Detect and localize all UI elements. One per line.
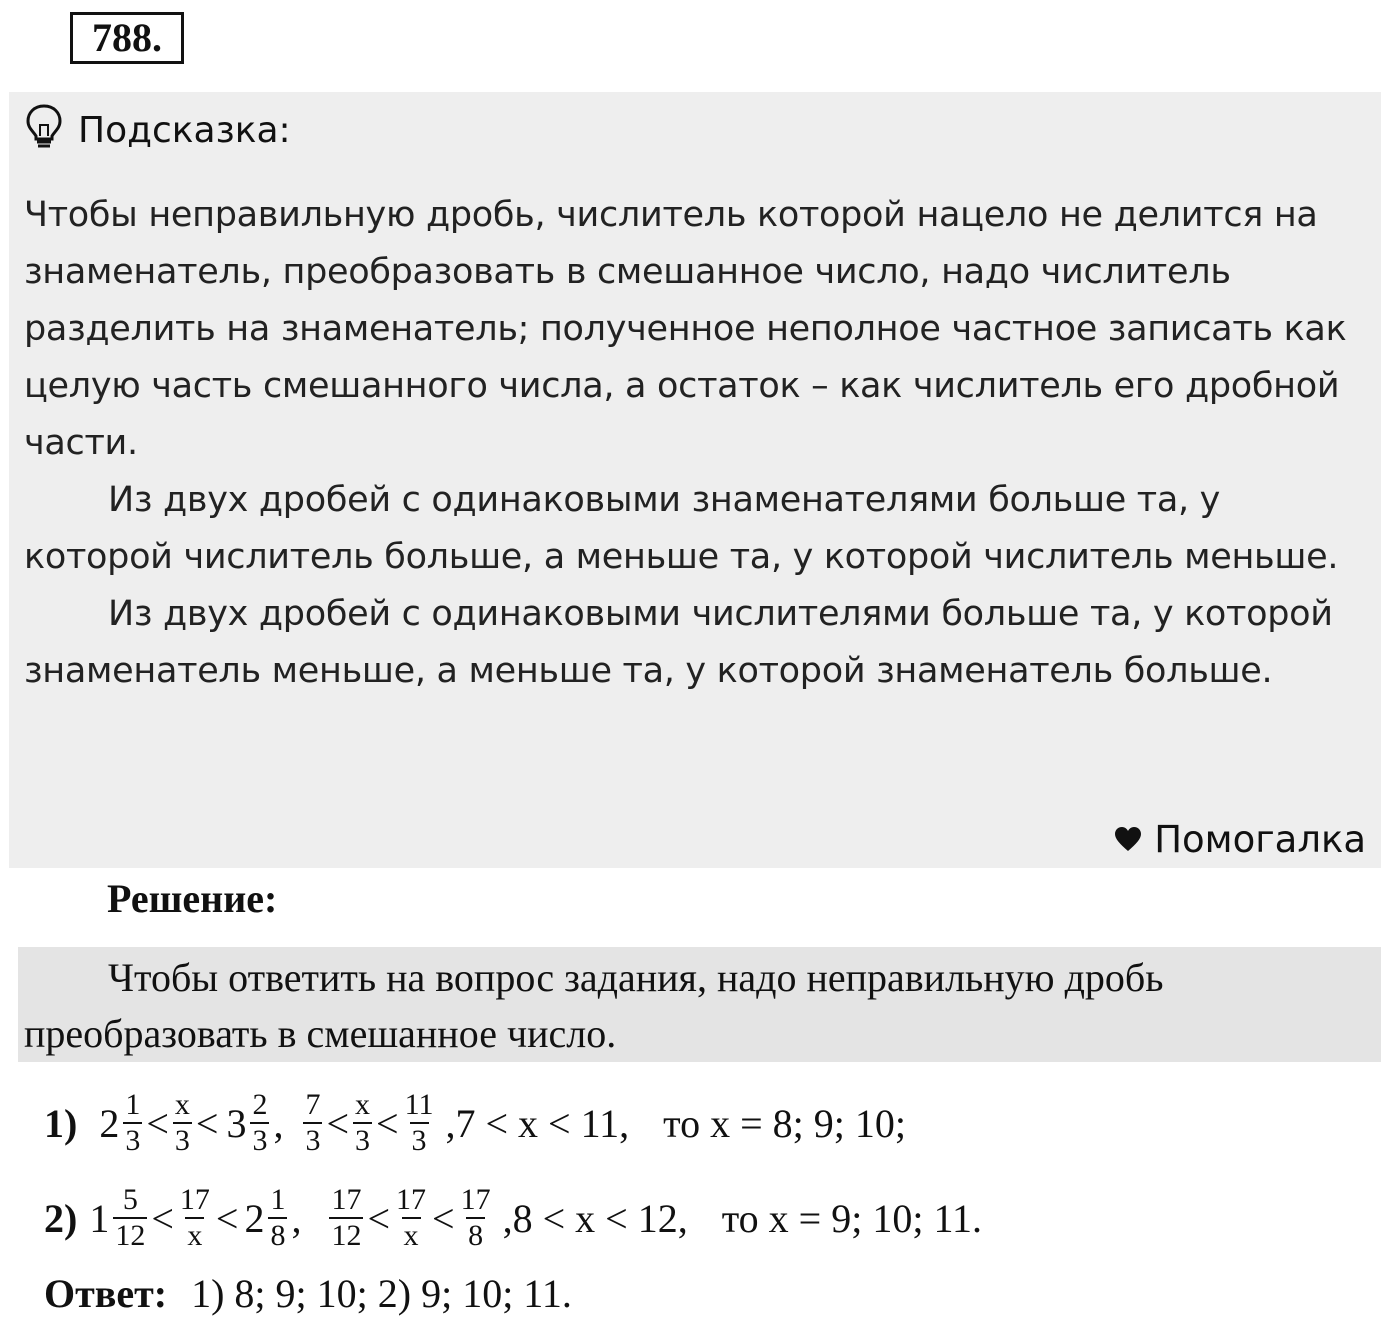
denominator: 3 [411, 1124, 427, 1157]
solution-line-2 [44, 1183, 982, 1253]
less-sign: < [367, 1195, 391, 1241]
hint-paragraph: Чтобы неправильную дробь, числитель которой нацело не делится на знаменатель, преобразовать в смешанное число, надо числитель разделить на знаменатель; полученное неполное частное записать как целую часть смешанного числа, а остаток – как числитель его дробной части. [24, 195, 1347, 463]
separator: , [291, 1195, 302, 1241]
hint-paragraph: Из двух дробей с одинаковыми числителями больше та, у которой знаменатель меньше, а меньше та, у которой знаменатель больше. [24, 594, 1333, 691]
fraction [178, 1183, 212, 1253]
denominator: 3 [355, 1124, 371, 1157]
result: то x = 9; 10; 11. [721, 1195, 982, 1241]
fraction [123, 1088, 142, 1158]
less-sign: < [326, 1100, 350, 1146]
result: то x = 8; 9; 10; [663, 1100, 906, 1146]
numerator: 2 [252, 1088, 268, 1121]
denominator: 3 [174, 1124, 190, 1157]
denominator: x [403, 1219, 419, 1252]
whole-part: 2 [99, 1100, 120, 1146]
denominator: 12 [115, 1219, 146, 1252]
fraction [173, 1088, 192, 1158]
denominator: 3 [125, 1124, 141, 1157]
separator: , [273, 1100, 284, 1146]
solution-label: Решение: [107, 876, 278, 921]
hint-text [24, 187, 1374, 700]
hint-paragraph: Из двух дробей с одинаковыми знаменателями больше та, у которой числитель больше, а меньше та, у которой числитель меньше. [24, 480, 1339, 577]
numerator: 17 [460, 1183, 491, 1216]
solution-intro [24, 950, 1374, 1062]
solution-line-1 [44, 1088, 906, 1158]
denominator: 8 [270, 1219, 286, 1252]
numerator: x [174, 1088, 190, 1121]
answer [44, 1268, 572, 1320]
answer-text: 1) 8; 9; 10; 2) 9; 10; 11. [191, 1271, 572, 1316]
fraction [394, 1183, 428, 1253]
numerator: 17 [331, 1183, 362, 1216]
heart-icon [1114, 818, 1142, 861]
denominator: x [187, 1219, 203, 1252]
inequality: ,7 < x < 11, [445, 1100, 630, 1146]
numerator: 7 [305, 1088, 321, 1121]
less-sign: < [215, 1195, 239, 1241]
less-sign: < [146, 1100, 169, 1146]
denominator: 12 [331, 1219, 362, 1252]
less-sign: < [432, 1195, 455, 1241]
inequality: ,8 < x < 12, [502, 1195, 688, 1241]
less-sign: < [195, 1100, 219, 1146]
hint-header [24, 100, 291, 160]
denominator: 3 [305, 1124, 321, 1157]
task-number: 788. [70, 12, 184, 64]
credit-label: Помогалка [1154, 818, 1366, 861]
fraction [303, 1088, 322, 1158]
fraction [403, 1088, 436, 1158]
fraction [113, 1183, 147, 1253]
less-sign: < [376, 1100, 399, 1146]
lightbulb-icon [24, 103, 64, 158]
whole-part: 1 [89, 1195, 110, 1241]
line-label: 2) [44, 1195, 78, 1241]
numerator: 1 [270, 1183, 286, 1216]
answer-label: Ответ: [44, 1271, 168, 1316]
denominator: 8 [468, 1219, 484, 1252]
whole-part: 3 [226, 1100, 247, 1146]
credit [1114, 818, 1366, 861]
fraction [329, 1183, 363, 1253]
solution-intro-text: Чтобы ответить на вопрос задания, надо неправильную дробь преобразовать в смешанное число. [24, 955, 1164, 1056]
whole-part: 2 [244, 1195, 265, 1241]
numerator: 17 [179, 1183, 210, 1216]
numerator: x [355, 1088, 371, 1121]
denominator: 3 [252, 1124, 268, 1157]
fraction [459, 1183, 493, 1253]
numerator: 1 [125, 1088, 141, 1121]
less-sign: < [151, 1195, 174, 1241]
numerator: 11 [404, 1088, 434, 1121]
hint-title: Подсказка: [78, 109, 291, 151]
fraction [268, 1183, 287, 1253]
numerator: 5 [122, 1183, 138, 1216]
fraction [353, 1088, 372, 1158]
numerator: 17 [396, 1183, 427, 1216]
line-label: 1) [44, 1100, 78, 1146]
fraction [250, 1088, 269, 1158]
